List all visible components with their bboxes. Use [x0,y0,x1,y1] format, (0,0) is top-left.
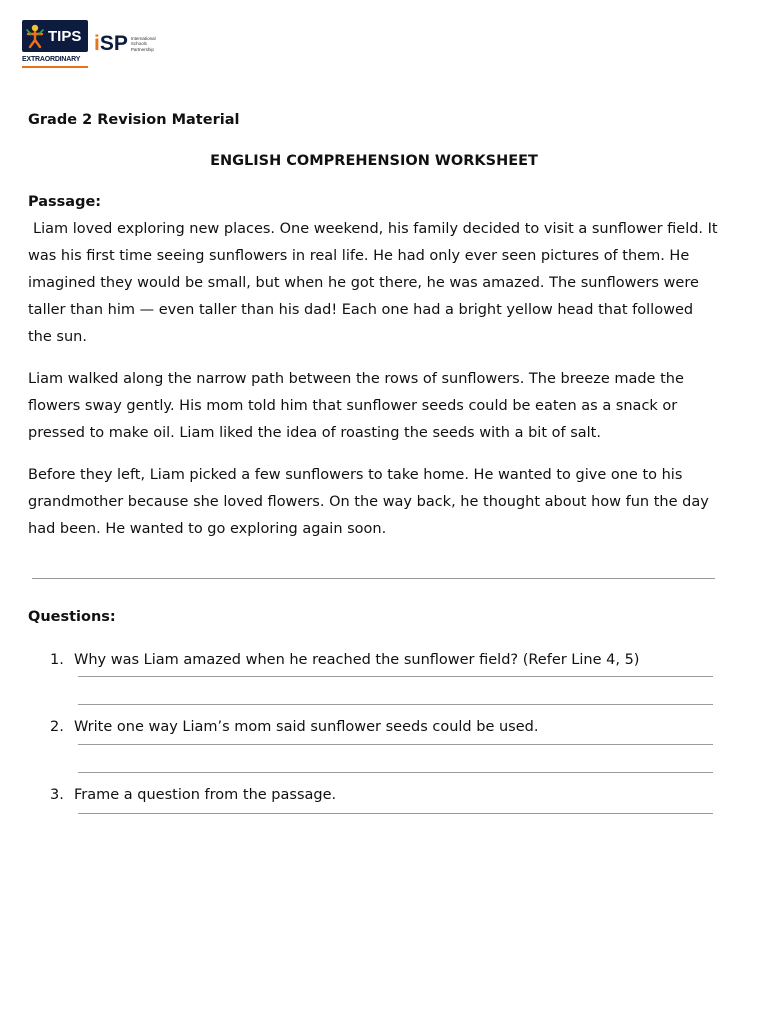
answer-line [78,676,713,677]
passage-label: Passage: [28,194,102,210]
answer-line [78,813,713,814]
answer-line [78,704,713,705]
question-number: 1. [50,652,64,668]
question-number: 2. [50,719,64,735]
question-list [28,647,720,814]
person-figure-icon [25,23,45,49]
header-logos [22,18,184,70]
question-3 [28,782,720,814]
question-2 [28,714,720,773]
question-text: Write one way Liam’s mom said sunflower seeds could be used. [74,719,539,735]
grade-label: Grade 2 Revision Material [28,112,240,128]
passage-paragraph-3: Before they left, Liam picked a few sunflowers to take home. He wanted to give one to his grandmother because she loved flowers. On the way back, he thought about how fun the day had been. He wanted to go exploring again soon. [28,467,709,537]
passage-paragraph-1: Liam loved exploring new places. One weekend, his family decided to visit a sunflower field. It was his first time seeing sunflowers in real life. He had only ever seen pictures of them. He imagined they would be small, but when he got there, he was amazed. The sunflowers were taller than him — even taller than his dad! Each one had a bright yellow head that followed the sun. [28,221,718,345]
tips-logo-tagline: EXTRAORDINARY [22,52,88,68]
isp-logo-mark: iSP [94,32,128,55]
tips-logo [22,20,88,68]
worksheet-body [28,107,720,543]
question-2-text-row [28,714,720,741]
isp-logo [94,32,165,56]
section-divider [32,578,715,579]
question-1-text-row [28,647,720,674]
question-text: Why was Liam amazed when he reached the sunflower field? (Refer Line 4, 5) [74,652,640,668]
isp-logo-description: International Schools Partnership [130,35,156,52]
questions-section [28,604,720,814]
question-number: 3. [50,787,64,803]
question-3-text-row [28,782,720,809]
tips-logo-text: TIPS [48,27,82,45]
answer-line [78,744,713,745]
worksheet-title: ENGLISH COMPREHENSION WORKSHEET [210,153,538,169]
questions-label: Questions: [28,609,116,625]
question-text: Frame a question from the passage. [74,787,337,803]
tips-logo-badge [22,20,88,52]
question-1 [28,647,720,705]
passage-paragraph-2: Liam walked along the narrow path between the rows of sunflowers. The breeze made the flowers sway gently. His mom told him that sunflower seeds could be eaten as a snack or pressed to make oil. Liam liked the idea of roasting the seeds with a bit of salt. [28,371,684,441]
answer-line [78,772,713,773]
